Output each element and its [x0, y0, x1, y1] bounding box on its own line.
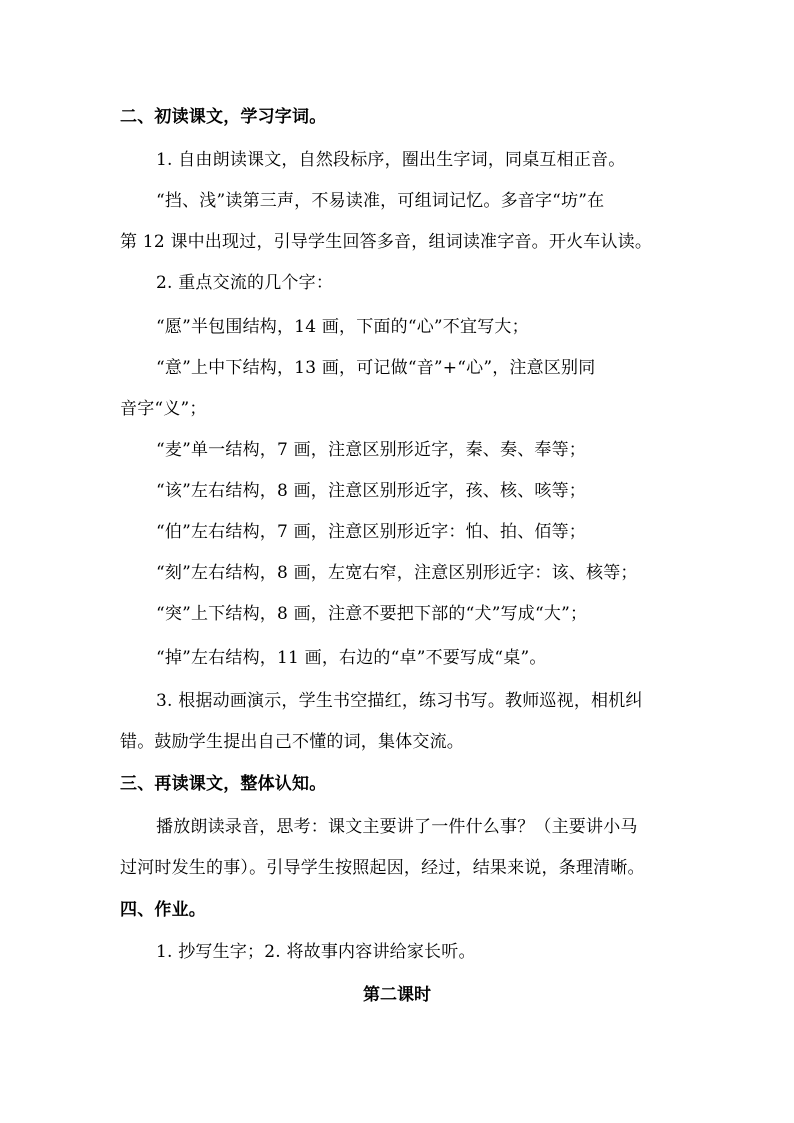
section-4-item: 1. 抄写生字；2. 将故事内容讲给家长听。 [156, 942, 476, 962]
section-3-paragraph-line-2: 过河时发生的事）。引导学生按照起因，经过，结果来说，条理清晰。 [120, 858, 645, 878]
char-note-ke: “刻”左右结构，8 画，左宽右窄，注意区别形近字：该、核等； [156, 563, 638, 583]
section-3-paragraph-line-1: 播放朗读录音，思考：课文主要讲了一件什么事？（主要讲小马 [156, 817, 638, 837]
section-2-heading: 二、初读课文，学习字词。 [120, 107, 327, 127]
section-2-item-2: 2. 重点交流的几个字： [156, 273, 334, 293]
char-note-yi-line-1: “意”上中下结构，13 画，可记做“音”+“心”，注意区别同 [156, 358, 596, 378]
char-note-tu: “突”上下结构，8 画，注意不要把下部的“犬”写成“大”； [156, 604, 588, 624]
section-2-item-3-line-1: 3. 根据动画演示，学生书空描红，练习书写。教师巡视，相机纠 [156, 691, 643, 711]
section-3-heading: 三、再读课文，整体认知。 [120, 774, 327, 794]
char-note-mai: “麦”单一结构，7 画，注意区别形近字，秦、奏、奉等； [156, 440, 587, 460]
pronunciation-note-line-2: 第 12 课中出现过，引导学生回答多音，组词读准字音。开火车认读。 [120, 232, 653, 252]
char-note-bo: “伯”左右结构，7 画，注意区别形近字：怕、拍、佰等； [156, 522, 587, 542]
char-note-diao: “掉”左右结构，11 画，右边的“卓”不要写成“桌”。 [156, 648, 547, 668]
lesson-2-title: 第二课时 [363, 985, 431, 1005]
section-2-item-3-line-2: 错。鼓励学生提出自己不懂的词，集体交流。 [120, 732, 464, 752]
char-note-yuan: “愿”半包围结构，14 画，下面的“心”不宜写大； [156, 317, 529, 337]
char-note-yi-line-2: 音字“义”； [120, 399, 207, 419]
pronunciation-note-line-1: “挡、浅”读第三声，不易读准，可组词记忆。多音字“坊”在 [156, 191, 605, 211]
section-2-item-1: 1. 自由朗读课文，自然段标序，圈出生字词，同桌互相正音。 [156, 150, 626, 170]
char-note-gai: “该”左右结构，8 画，注意区别形近字，孩、核、咳等； [156, 481, 587, 501]
section-4-heading: 四、作业。 [120, 900, 206, 920]
